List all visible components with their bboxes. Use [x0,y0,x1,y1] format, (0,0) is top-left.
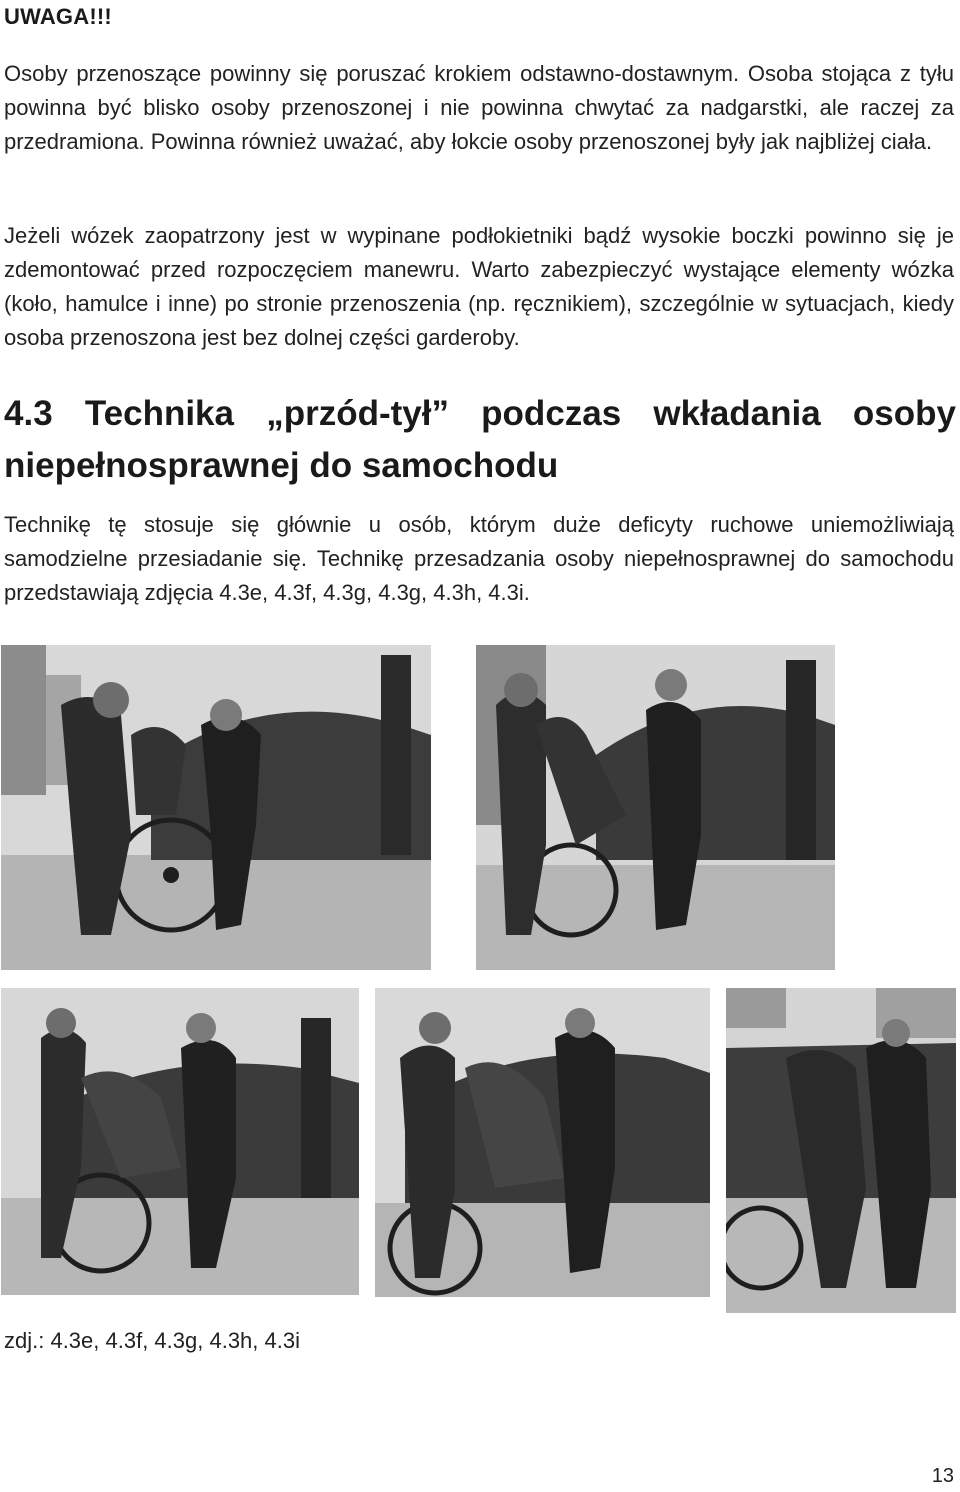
photo-4-3e [1,645,431,970]
photo-4-3f [476,645,835,970]
section-heading: 4.3 Technika „przód-tył” podczas wkładania osoby niepełnosprawnej do samochodu [4,394,956,485]
paragraph-transfer-instructions: Osoby przenoszące powinny się poruszać krokiem odstawno-dostawnym. Osoba stojąca z tyłu powinna być blisko osoby przenoszonej i nie powinna chwytać za nadgarstki, ale raczej za przedramiona. Powinna również uważać, aby łokcie osoby przenoszonej były jak najbliżej ciała. [4,61,954,154]
photo-caption: zdj.: 4.3e, 4.3f, 4.3g, 4.3h, 4.3i [4,1328,300,1353]
photo-4-3g [1,988,359,1295]
warning-title: UWAGA!!! [4,4,112,29]
page-number: 13 [931,1465,954,1487]
paragraph-technique-description: Technikę tę stosuje się głównie u osób, którym duże deficyty ruchowe uniemożliwiają samodzielne przesiadanie się. Technikę przesadzania osoby niepełnosprawnej do samochodu przedstawiają zdjęcia 4.3e, 4.3f, 4.3g, 4.3g, 4.3h, 4.3i. [4,512,954,605]
paragraph-wheelchair-preparation: Jeżeli wózek zaopatrzony jest w wypinane podłokietniki bądź wysokie boczki powinno się je zdemontować przed rozpoczęciem manewru. Warto zabezpieczyć wystające elementy wózka (koło, hamulce i inne) po stronie przenoszenia (np. ręcznikiem), szczególnie w sytuacjach, kiedy osoba przenoszona jest bez dolnej części garderoby. [4,223,954,350]
photo-4-3i [726,988,956,1313]
photo-4-3h [375,988,710,1297]
